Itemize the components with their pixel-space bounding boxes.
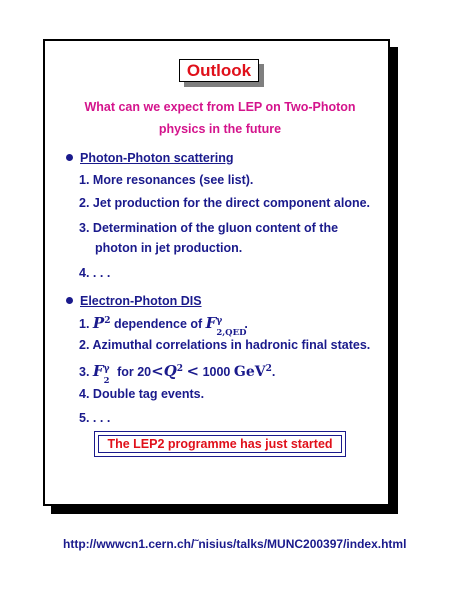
item-number: 4. xyxy=(79,266,90,280)
item-text: 1000 xyxy=(202,365,231,379)
math-symbol: F xyxy=(92,362,104,380)
math-symbol: Q xyxy=(163,362,177,380)
subtitle-line-2: physics in the future xyxy=(158,122,282,136)
item-punctuation: . xyxy=(244,317,248,331)
math-unit: GeV xyxy=(233,364,266,380)
list-item xyxy=(79,195,370,211)
math-symbol: P xyxy=(92,314,105,332)
item-text: Determination of the gluon content of the xyxy=(92,221,339,235)
item-number: 1. xyxy=(79,317,90,331)
math-subscript: 2,QED xyxy=(216,328,247,338)
list-item xyxy=(79,386,204,402)
math-operator: < xyxy=(151,362,164,380)
list-item xyxy=(79,410,110,426)
item-text-continued: photon in jet production. xyxy=(95,241,243,255)
item-number: 3. xyxy=(79,221,90,235)
math-superscript: 2 xyxy=(104,315,111,326)
list-item xyxy=(79,313,248,338)
title-block xyxy=(179,59,265,87)
item-text: Jet production for the direct component alone. xyxy=(92,196,371,210)
math-operator: < xyxy=(186,362,200,380)
section-heading-electron-photon: Electron-Photon DIS xyxy=(80,294,202,308)
item-number: 2. xyxy=(79,196,90,210)
footer-url-link[interactable]: http://wwwcn1.cern.ch/˜nisius/talks/MUNC200397/index.html xyxy=(63,537,407,551)
list-item xyxy=(79,361,276,386)
item-punctuation: . xyxy=(271,365,276,379)
item-text: Double tag events. xyxy=(92,387,205,401)
math-scripts xyxy=(216,316,247,338)
math-superscript: 2 xyxy=(265,363,272,374)
item-number: 4. xyxy=(79,387,90,401)
item-text: Azimuthal correlations in hadronic final states. xyxy=(92,338,371,352)
note-text: The LEP2 programme has just started xyxy=(98,435,342,453)
bullet-icon xyxy=(66,154,73,161)
item-number: 3. xyxy=(79,365,90,379)
note-box xyxy=(94,431,346,457)
math-subscript: 2 xyxy=(103,376,110,386)
item-text: for 20 xyxy=(117,365,152,379)
item-text: . . . xyxy=(92,411,111,425)
math-superscript: γ xyxy=(216,316,223,326)
list-item xyxy=(79,172,253,188)
item-text: . . . xyxy=(92,266,111,280)
section-heading-photon-photon: Photon-Photon scattering xyxy=(80,151,234,165)
list-item xyxy=(79,220,338,236)
math-superscript: γ xyxy=(103,364,110,374)
math-scripts xyxy=(103,364,114,386)
subtitle-line-1: What can we expect from LEP on Two-Photon xyxy=(84,100,356,114)
slide-title: Outlook xyxy=(179,59,259,82)
item-number: 1. xyxy=(79,173,90,187)
item-number: 5. xyxy=(79,411,90,425)
math-symbol: F xyxy=(205,314,217,332)
item-text: dependence of xyxy=(113,317,203,331)
math-superscript: 2 xyxy=(176,363,184,374)
list-item xyxy=(79,265,110,281)
item-text: More resonances (see list). xyxy=(92,173,254,187)
bullet-icon xyxy=(66,297,73,304)
item-number: 2. xyxy=(79,338,90,352)
list-item xyxy=(79,337,370,353)
